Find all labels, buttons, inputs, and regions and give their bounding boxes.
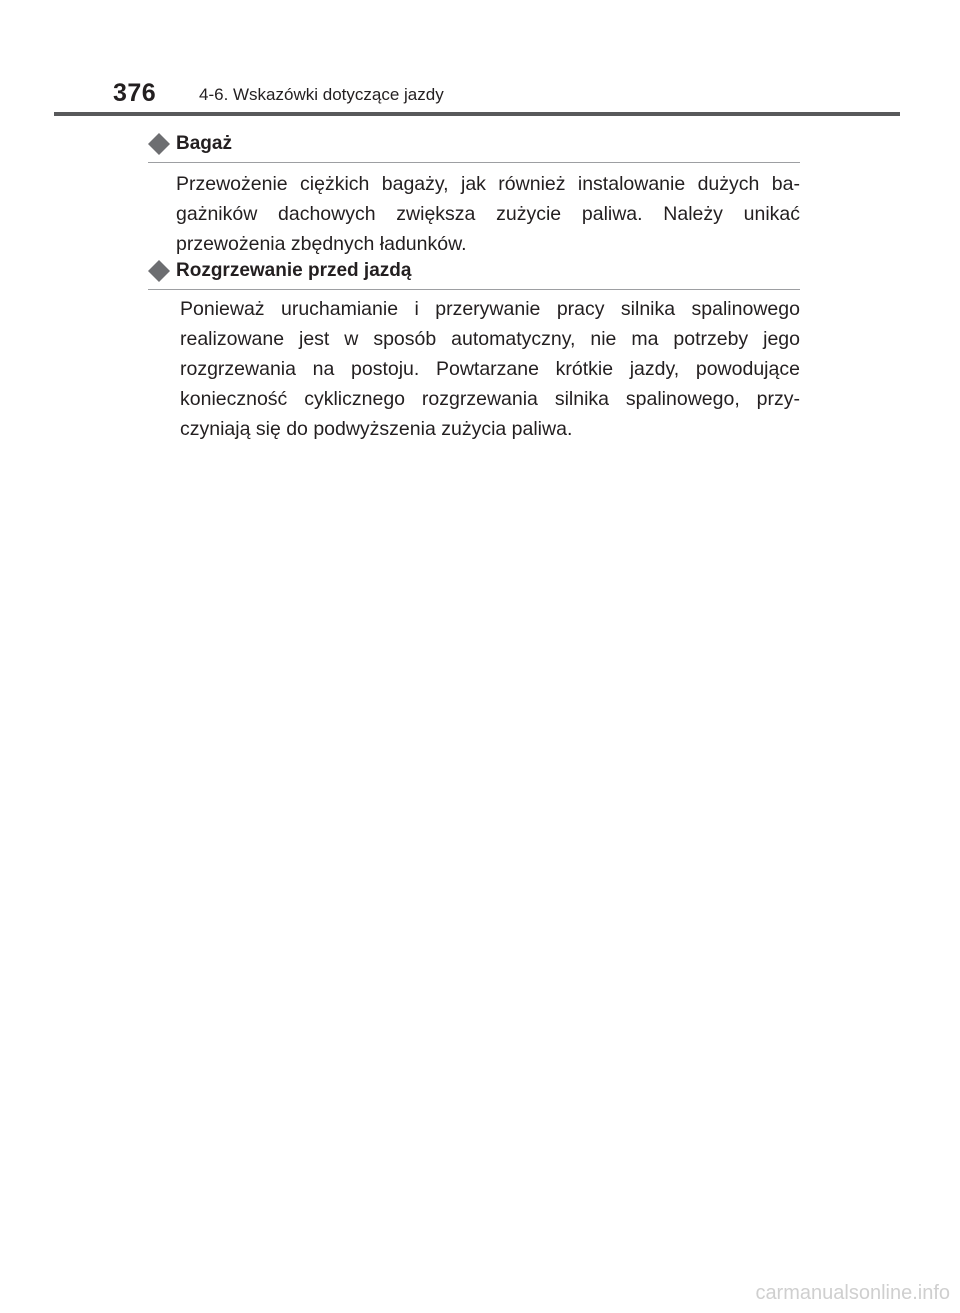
header-rule	[54, 112, 900, 116]
body-line: konieczność cyklicznego rozgrzewania silnika spalinowego, przy-	[180, 388, 800, 410]
chapter-title: 4-6. Wskazówki dotyczące jazdy	[199, 85, 444, 104]
diamond-icon	[148, 260, 170, 282]
body-line: czyniają się do podwyższenia zużycia paliwa.	[180, 418, 573, 440]
section-title: Rozgrzewanie przed jazdą	[176, 260, 412, 281]
body-line: realizowane jest w sposób automatyczny, nie ma potrzeby jego	[180, 328, 800, 350]
section-heading	[148, 131, 800, 163]
section-heading	[148, 258, 800, 290]
body-line: gażników dachowych zwiększa zużycie paliwa. Należy unikać	[176, 203, 800, 225]
page-number: 376	[113, 79, 157, 107]
body-line: Przewożenie ciężkich bagaży, jak również instalowanie dużych ba-	[176, 173, 800, 195]
page-header	[0, 0, 960, 120]
heading-rule	[148, 162, 800, 163]
heading-rule	[148, 289, 800, 290]
section-body	[176, 169, 800, 259]
watermark: carmanualsonline.info	[755, 1282, 950, 1304]
body-line: przewożenia zbędnych ładunków.	[176, 233, 467, 255]
body-line: Ponieważ uruchamianie i przerywanie pracy silnika spalinowego	[180, 298, 800, 320]
section-body	[180, 294, 800, 444]
diamond-icon	[148, 133, 170, 155]
section-title: Bagaż	[176, 133, 232, 154]
body-line: rozgrzewania na postoju. Powtarzane krótkie jazdy, powodujące	[180, 358, 800, 380]
